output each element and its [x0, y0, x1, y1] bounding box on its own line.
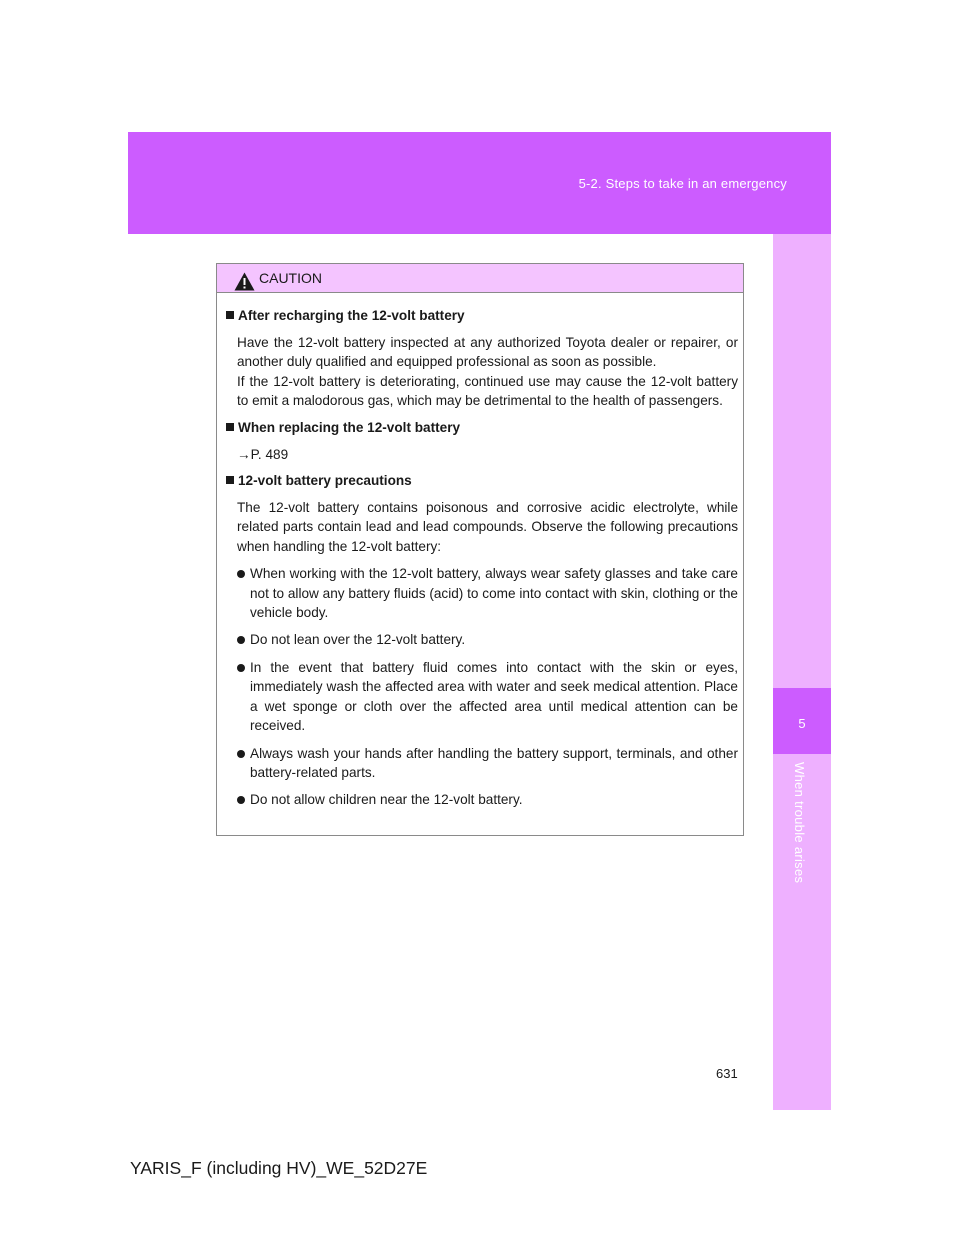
list-item: Do not lean over the 12-volt battery. — [237, 630, 738, 649]
square-bullet-icon — [226, 311, 234, 319]
round-bullet-icon — [237, 750, 245, 758]
chapter-label: When trouble arises — [792, 762, 807, 884]
document-id: YARIS_F (including HV)_WE_52D27E — [130, 1158, 428, 1178]
round-bullet-icon — [237, 570, 245, 578]
list-item: Always wash your hands after handling the battery support, terminals, and other battery-related parts. — [237, 744, 738, 783]
list-item: Do not allow children near the 12-volt battery. — [237, 790, 738, 809]
caution-body — [217, 293, 743, 810]
topic-when-replacing — [219, 418, 738, 464]
chapter-number: 5 — [798, 716, 806, 731]
topic-heading: 12-volt battery precautions — [219, 471, 738, 490]
topic-paragraph: Have the 12-volt battery inspected at any authorized Toyota dealer or repairer, or another duly qualified and equipped professional as soon as possible. — [237, 335, 738, 370]
page-reference-link[interactable]: →P. 489 — [237, 446, 289, 462]
caution-header — [217, 264, 743, 293]
section-title: 5-2. Steps to take in an emergency — [578, 176, 787, 191]
caution-title: CAUTION — [259, 270, 322, 286]
topic-after-recharging — [219, 306, 738, 411]
topic-heading: When replacing the 12-volt battery — [219, 418, 738, 437]
topic-paragraph: The 12-volt battery contains poisonous and corrosive acidic electrolyte, while related parts contain lead and lead compounds. Observe the following precautions when handling the 12-volt battery: — [237, 500, 738, 554]
square-bullet-icon — [226, 423, 234, 431]
caution-box — [216, 263, 744, 836]
topic-heading: After recharging the 12-volt battery — [219, 306, 738, 325]
round-bullet-icon — [237, 796, 245, 804]
topic-battery-precautions — [219, 471, 738, 810]
round-bullet-icon — [237, 636, 245, 644]
warning-triangle-icon — [234, 272, 255, 291]
header-band — [128, 132, 831, 234]
round-bullet-icon — [237, 664, 245, 672]
topic-paragraph: If the 12-volt battery is deteriorating, continued use may cause the 12-volt battery to emit a malodorous gas, which may be detrimental to the health of passengers. — [237, 373, 738, 409]
list-item: In the event that battery fluid comes into contact with the skin or eyes, immediately wash the affected area with water and seek medical attention. Place a wet sponge or cloth over the affected area until medical attention can be received. — [237, 658, 738, 736]
chapter-side-tab — [773, 234, 831, 1110]
chapter-number-box — [773, 688, 831, 754]
list-item: When working with the 12-volt battery, always wear safety glasses and take care not to allow any battery fluids (acid) to come into contact with skin, clothing or the vehicle body. — [237, 564, 738, 622]
square-bullet-icon — [226, 476, 234, 484]
page-number: 631 — [716, 1066, 738, 1081]
